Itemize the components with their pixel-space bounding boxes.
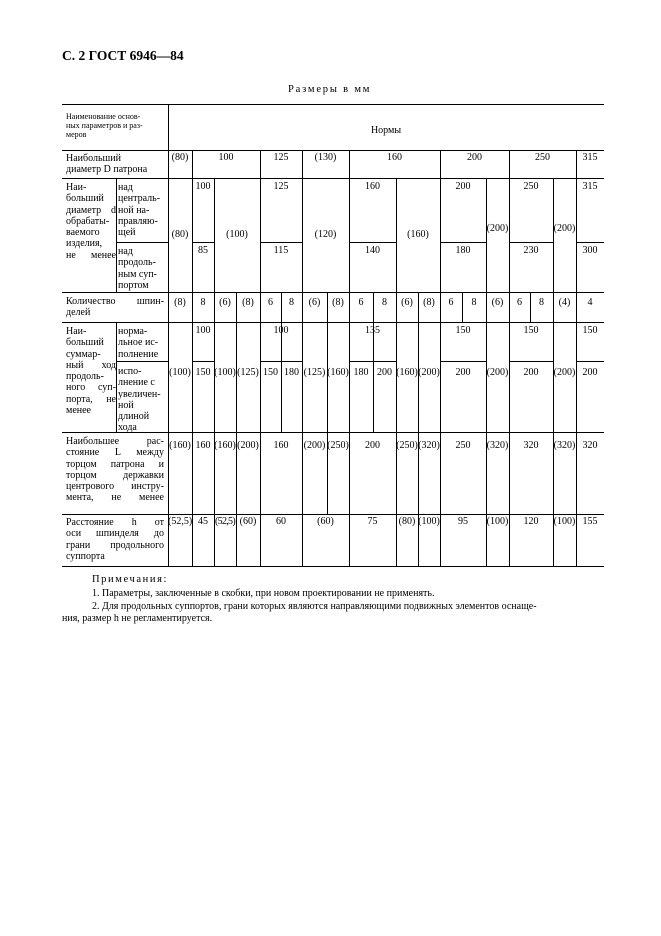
table-rule xyxy=(576,178,577,292)
cell-d-mid: (160) xyxy=(407,229,429,240)
units-caption: Размеры в мм xyxy=(288,84,372,95)
label-line: не менее xyxy=(66,249,116,261)
label-line: изделия, xyxy=(66,238,103,250)
label-line: над xyxy=(118,182,133,193)
table-rule xyxy=(192,178,193,292)
table-rule xyxy=(509,242,553,243)
label-line: ваемого xyxy=(66,227,100,239)
cell-stroke-bottom: 200 xyxy=(455,367,471,378)
cell-h: 120 xyxy=(523,516,539,527)
cell-spindles: (8) xyxy=(174,297,186,308)
label-line: ной на- xyxy=(118,204,150,216)
table-rule xyxy=(62,514,604,515)
cell-spindles: (8) xyxy=(332,297,344,308)
cell-stroke-top: 100 xyxy=(195,325,211,336)
label-line: Количество шпин- xyxy=(66,296,164,307)
label-line: менее xyxy=(66,405,91,417)
table-rule xyxy=(62,292,604,293)
table-rule xyxy=(440,361,486,362)
label-line: ного суп- xyxy=(66,382,116,394)
cell-L: (200) xyxy=(303,440,326,451)
label-line: норма- xyxy=(118,326,148,337)
label-line: ным суп- xyxy=(118,268,157,280)
cell-d-bottom: 140 xyxy=(365,245,380,256)
cell-D: (130) xyxy=(314,152,337,163)
table-rule xyxy=(192,361,214,362)
label-line: централь- xyxy=(118,193,161,205)
label-line: Наибольшее рас- xyxy=(66,436,164,447)
cell-L: 320 xyxy=(523,440,539,451)
label-line: суппорта xyxy=(66,550,105,562)
cell-stroke-top: 100 xyxy=(273,325,289,336)
table-rule xyxy=(553,178,554,292)
table-rule xyxy=(116,361,168,362)
cell-spindles: 6 xyxy=(268,297,273,308)
label-line: длиной xyxy=(118,411,150,423)
cell-spindles: 8 xyxy=(289,297,294,308)
cell-stroke-top: 150 xyxy=(523,325,539,336)
cell-L: (160) xyxy=(214,440,236,451)
cell-h: 155 xyxy=(582,516,598,527)
label-line: грани продольного xyxy=(66,539,164,551)
label-line: делей xyxy=(66,307,91,319)
cell-stroke-bottom: (100) xyxy=(214,367,236,378)
cell-L: 200 xyxy=(365,440,380,451)
label-line: мента, не менее xyxy=(66,492,164,504)
cell-d-top: 100 xyxy=(195,181,211,192)
cell-D: 315 xyxy=(582,152,598,163)
cell-L: (200) xyxy=(237,440,259,451)
cell-d-bottom: 230 xyxy=(523,245,539,256)
label-line: суммар- xyxy=(66,348,101,360)
page-header: С. 2 ГОСТ 6946—84 xyxy=(62,48,184,63)
label-line: продоль- xyxy=(66,371,104,383)
table-rule xyxy=(349,242,396,243)
label-line: правляю- xyxy=(118,215,158,227)
cell-stroke-bottom: (160) xyxy=(396,367,418,378)
cell-L: (320) xyxy=(486,440,509,451)
cell-d-top: 315 xyxy=(582,181,598,192)
cell-stroke-bottom: (125) xyxy=(237,367,259,378)
label-line: хода xyxy=(118,422,137,434)
cell-spindles: 6 xyxy=(358,297,364,308)
cell-L: 160 xyxy=(195,440,211,451)
cell-D: (80) xyxy=(171,152,189,163)
cell-d-bottom: 180 xyxy=(455,245,471,256)
table-rule xyxy=(62,150,604,151)
cell-stroke-bottom: (160) xyxy=(327,367,349,378)
row-label-h xyxy=(66,517,164,562)
cell-d-mid: (120) xyxy=(314,229,337,240)
cell-spindles: (6) xyxy=(401,297,413,308)
table-rule xyxy=(440,242,486,243)
cell-h: (52,5) xyxy=(168,516,193,527)
cell-d-top: 125 xyxy=(273,181,289,192)
label-line: Наименование основ- xyxy=(66,112,141,121)
cell-L: (250) xyxy=(327,440,349,451)
label-line: Расстояние h от xyxy=(66,517,164,528)
table-rule xyxy=(116,242,168,243)
cell-d-bottom: 85 xyxy=(198,245,208,256)
cell-spindles: (6) xyxy=(219,297,231,308)
table-rule xyxy=(116,178,117,292)
cell-h: 95 xyxy=(458,516,468,527)
cell-d-mid: (200) xyxy=(486,223,509,234)
cell-d-top: 200 xyxy=(455,181,471,192)
row-label-L xyxy=(66,436,164,504)
label-line: меров xyxy=(66,130,87,140)
label-line: порта, не xyxy=(66,393,116,405)
cell-d-top: 250 xyxy=(523,181,539,192)
cell-spindles: (4) xyxy=(558,297,571,308)
table-rule xyxy=(192,242,214,243)
cell-d-mid: (80) xyxy=(171,229,189,240)
cell-h: 75 xyxy=(367,516,378,527)
cell-h: (60) xyxy=(239,516,257,527)
cell-spindles: 8 xyxy=(539,297,544,308)
cell-stroke-bottom: (200) xyxy=(418,367,440,378)
parameters-table xyxy=(62,104,604,566)
table-rule xyxy=(509,178,510,292)
table-rule xyxy=(576,361,604,362)
table-rule xyxy=(260,178,261,292)
cell-D: 200 xyxy=(467,152,482,163)
label-line: обрабаты- xyxy=(66,215,110,227)
cell-d-mid: (200) xyxy=(553,223,576,234)
label-line: ной xyxy=(118,399,134,411)
cell-L: (160) xyxy=(169,440,191,451)
label-line: оси шпинделя до xyxy=(66,528,164,540)
table-rule xyxy=(509,361,553,362)
row-sublabel-d-central xyxy=(118,182,166,238)
cell-spindles: 6 xyxy=(517,297,522,308)
cell-stroke-top: 150 xyxy=(582,325,598,336)
cell-h: (100) xyxy=(418,516,440,527)
label-line: торцом патрона и xyxy=(66,458,164,470)
cell-stroke-bottom: 200 xyxy=(523,367,539,378)
label-line: Наи- xyxy=(66,326,87,337)
cell-h: 45 xyxy=(198,516,208,527)
cell-stroke-bottom: 200 xyxy=(582,367,598,378)
label-line: центрового инстру- xyxy=(66,481,164,493)
cell-spindles: 8 xyxy=(200,297,206,308)
label-line: торцом державки xyxy=(66,469,164,481)
label-line: стояние L между xyxy=(66,447,164,459)
cell-stroke-bottom: 180 xyxy=(284,367,299,378)
cell-stroke-bottom: (125) xyxy=(303,367,326,378)
cell-stroke-bottom: 200 xyxy=(377,367,392,378)
table-rule xyxy=(260,242,302,243)
row-label-spindles xyxy=(66,296,164,319)
cell-spindles: (8) xyxy=(423,297,435,308)
cell-h: (52,5) xyxy=(215,516,235,527)
label-line: портом xyxy=(118,279,149,291)
cell-D: 250 xyxy=(535,152,550,163)
cell-stroke-bottom: 150 xyxy=(263,367,278,378)
table-rule xyxy=(62,322,604,323)
cell-d-top: 160 xyxy=(365,181,380,192)
table-rule xyxy=(260,361,302,362)
cell-stroke-bottom: (200) xyxy=(486,367,509,378)
notes-title: Примечания: xyxy=(92,574,169,585)
cell-d-bottom: 115 xyxy=(273,245,289,256)
cell-spindles: 8 xyxy=(382,297,387,308)
table-rule xyxy=(486,178,487,292)
table-rule xyxy=(62,566,604,567)
label-line: больший xyxy=(66,337,104,349)
label-line: Наи- xyxy=(66,182,87,193)
cell-stroke-bottom: (100) xyxy=(169,367,191,378)
cell-L: (250) xyxy=(396,440,418,451)
note-1: 1. Параметры, заключенные в скобки, при новом проектировании не применять. xyxy=(92,588,435,599)
param-header xyxy=(66,112,164,140)
norms-header: Нормы xyxy=(370,125,402,136)
cell-L: (320) xyxy=(418,440,440,451)
cell-h: (100) xyxy=(553,516,576,527)
cell-spindles: 4 xyxy=(587,297,593,308)
cell-spindles: (6) xyxy=(308,297,321,308)
label-line: диаметр d xyxy=(66,204,116,216)
cell-h: (60) xyxy=(317,516,334,527)
label-line: льное ис- xyxy=(118,337,159,349)
table-rule xyxy=(349,361,396,362)
row-label-D xyxy=(66,153,164,176)
note-2-line-1: 2. Для продольных суппортов, грани которых являются направляющими подвижных элементов оснаще- xyxy=(92,601,537,612)
cell-stroke-top: 135 xyxy=(365,325,380,336)
cell-stroke-bottom: (200) xyxy=(553,367,576,378)
label-line: над xyxy=(118,246,133,257)
label-line: Наибольший xyxy=(66,153,121,164)
label-line: увеличен- xyxy=(118,388,161,400)
row-sublabel-stroke-extended xyxy=(118,366,166,434)
label-line: диаметр D патрона xyxy=(66,164,148,176)
row-label-stroke xyxy=(66,326,116,416)
label-line: полнение xyxy=(118,348,159,360)
cell-L: (320) xyxy=(553,440,576,451)
label-line: щей xyxy=(118,227,136,239)
row-sublabel-stroke-normal xyxy=(118,326,166,360)
table-rule xyxy=(349,178,350,292)
cell-L: 250 xyxy=(455,440,471,451)
cell-stroke-bottom: 150 xyxy=(195,367,211,378)
note-2-line-2: ния, размер h не регламентируется. xyxy=(62,613,213,624)
row-label-d xyxy=(66,182,116,261)
cell-D: 160 xyxy=(387,152,402,163)
label-line: ных параметров и раз- xyxy=(66,121,143,131)
cell-L: 160 xyxy=(273,440,289,451)
table-rule xyxy=(576,242,604,243)
table-rule xyxy=(440,178,441,292)
cell-L: 320 xyxy=(582,440,598,451)
cell-stroke-bottom: 180 xyxy=(353,367,369,378)
cell-spindles: 8 xyxy=(471,297,477,308)
table-rule xyxy=(116,322,117,432)
cell-h: 60 xyxy=(276,516,286,527)
cell-spindles: (8) xyxy=(242,297,254,308)
table-rule xyxy=(62,104,604,105)
table-rule xyxy=(62,178,604,179)
cell-spindles: (6) xyxy=(491,297,504,308)
cell-D: 100 xyxy=(218,152,234,163)
label-line: лнение с xyxy=(118,377,155,389)
label-line: продоль- xyxy=(118,257,156,269)
cell-d-mid: (100) xyxy=(226,229,248,240)
cell-h: (80) xyxy=(398,516,416,527)
cell-spindles: 6 xyxy=(448,297,454,308)
cell-D: 125 xyxy=(273,152,289,163)
label-line: испо- xyxy=(118,366,142,377)
cell-d-bottom: 300 xyxy=(582,245,598,256)
cell-h: (100) xyxy=(486,516,509,527)
table-rule xyxy=(168,104,169,566)
cell-stroke-top: 150 xyxy=(455,325,471,336)
label-line: больший xyxy=(66,193,104,205)
label-line: ный ход xyxy=(66,359,116,371)
row-sublabel-d-longitudinal xyxy=(118,246,166,291)
